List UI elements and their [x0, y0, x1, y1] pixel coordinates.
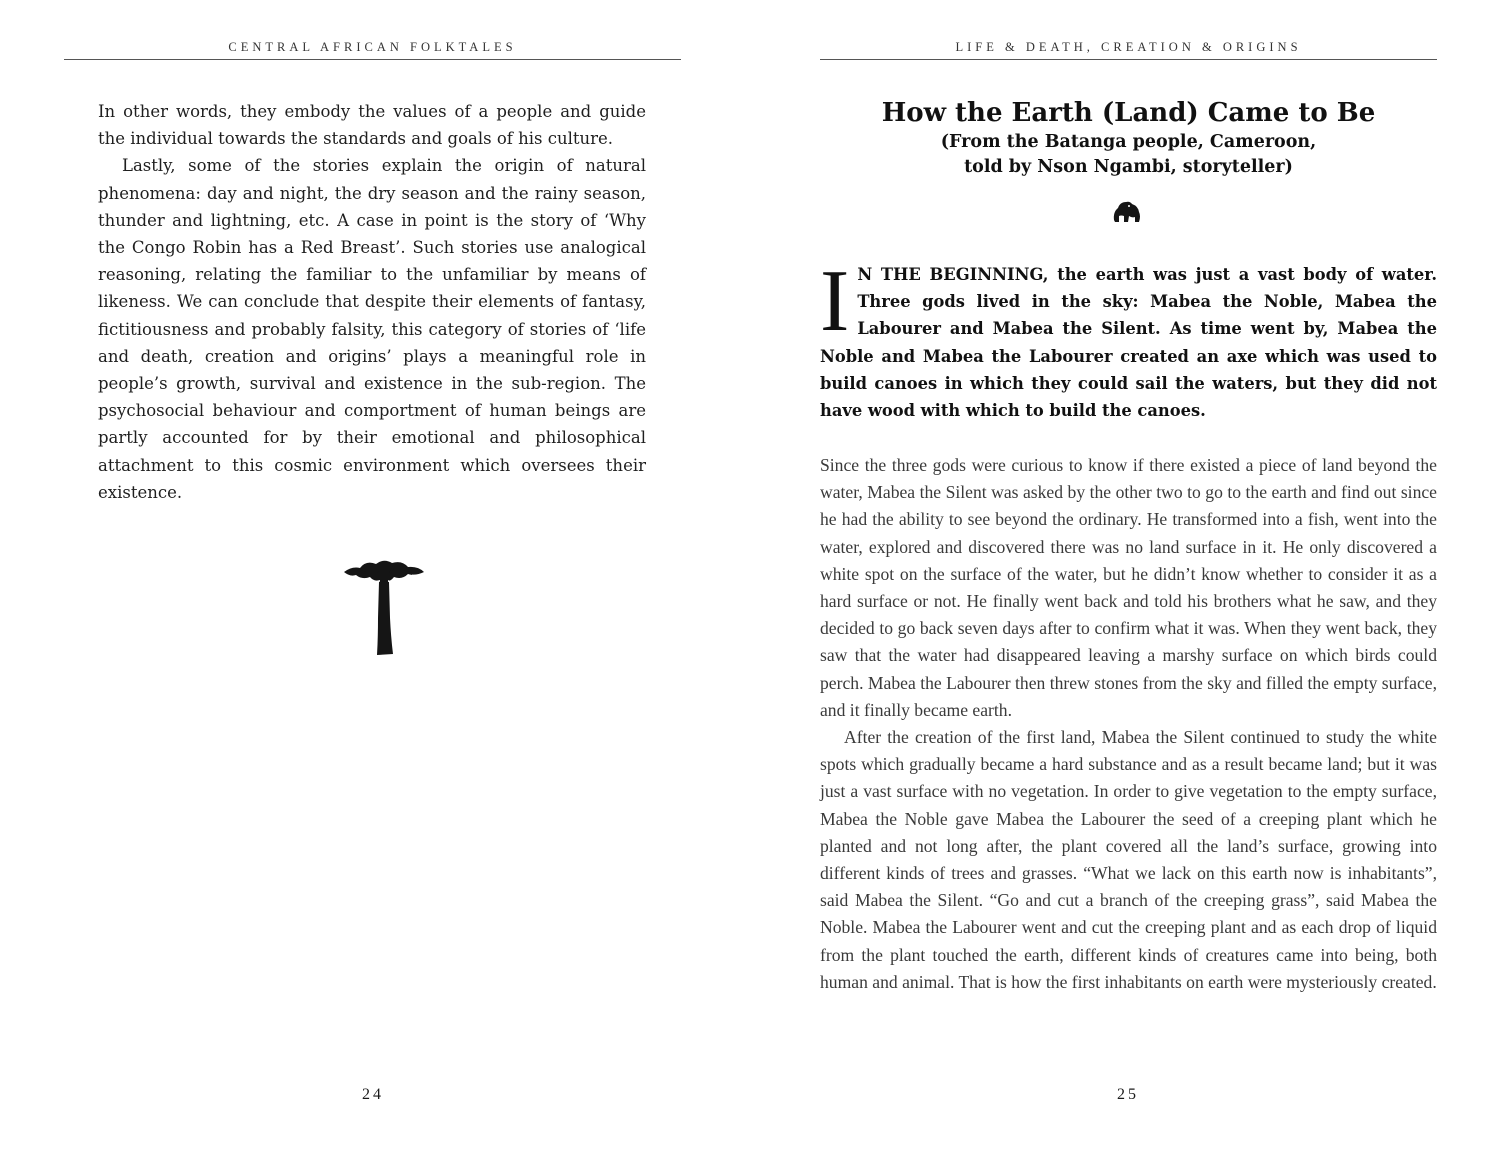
- gorilla-icon: [1110, 198, 1142, 224]
- left-running-head: CENTRAL AFRICAN FOLKTALES: [228, 40, 517, 54]
- right-paragraph-1: Since the three gods were curious to know if there existed a piece of land beyond the water, Mabea the Silent was asked by the other two to go to the earth and find out since he had the ability to see beyond the ordinary. He transformed into a fish, went into the water, explored and discovered there was no land surface in it. He only discovered a white spot on the surface of the water, but he didn’t know whether to consider it as a hard surface or not. He finally went back and told his brothers what he saw, and they decided to go back seven days after to confirm what it was. When they went back, they saw that the water had disappeared leaving a marshy surface on which birds could perch. Mabea the Labourer then threw stones from the sky and filled the empty surface, and it finally became earth.: [820, 455, 1437, 720]
- right-page-number: 25: [1117, 1086, 1139, 1103]
- left-paragraph-2: Lastly, some of the stories explain the origin of natural phenomena: day and night, the dry season and the rainy season, thunder and lightning, etc. A case in point is the story of ‘Why the Congo Robin has a Red Breast’. Such stories use analogical reasoning, relating the familiar to the unfamiliar by means of likeness. We can conclude that despite their elements of fantasy, fictitiousness and probably falsity, this category of stories of ‘life and death, creation and origins’ plays a meaningful role in people’s growth, survival and existence in the sub-region. The psychosocial behaviour and comportment of human beings are partly accounted for by their emotional and philosophical attachment to this cosmic environment which oversees their existence.: [98, 156, 646, 502]
- story-subtitle-line-2: told by Nson Ngambi, storyteller): [964, 157, 1293, 177]
- right-body-text: [820, 452, 1437, 996]
- story-title: How the Earth (Land) Came to Be: [881, 98, 1376, 128]
- opening-paragraph-text: N THE BEGINNING, the earth was just a vast body of water. Three gods lived in the sky: Mabea the Noble, Mabea the Labourer and Mabea the Silent. As time went by, Mabea the Noble and Mabea the Labourer created an axe which was used to build canoes in which they could sail the waters, but they did not have wood with which to build the canoes.: [820, 265, 1437, 421]
- right-running-head: LIFE & DEATH, CREATION & ORIGINS: [955, 40, 1302, 54]
- story-subtitle-line-1: (From the Batanga people, Cameroon,: [940, 132, 1317, 152]
- left-page-number: 24: [362, 1086, 384, 1103]
- baobab-tree-icon: [342, 558, 426, 658]
- left-header-rule: [64, 59, 681, 60]
- right-paragraph-2: After the creation of the first land, Mabea the Silent continued to study the white spots which gradually became a hard substance and as a result became land; but it was just a vast surface with no vegetation. In order to give vegetation to the empty surface, Mabea the Noble gave Mabea the Labourer the seed of a creeping plant which he planted and not long after, the plant covered all the land’s surface, growing into different kinds of trees and grasses. “What we lack on this earth now is inhabitants”, said Mabea the Silent. “Go and cut a branch of the creeping grass”, said Mabea the Noble. Mabea the Labourer went and cut the creeping plant and as each drop of liquid from the plant touched the earth, different kinds of creatures came into being, both human and animal. That is how the first inhabitants on earth were mysteriously created.: [820, 727, 1437, 992]
- left-paragraph-1: In other words, they embody the values of a people and guide the individual towards the standards and goals of his culture.: [98, 102, 646, 149]
- drop-cap: I: [820, 253, 850, 350]
- left-body-text: [98, 98, 646, 506]
- story-title-block: [820, 96, 1437, 180]
- right-header-rule: [820, 59, 1437, 60]
- opening-paragraph: [820, 253, 1437, 424]
